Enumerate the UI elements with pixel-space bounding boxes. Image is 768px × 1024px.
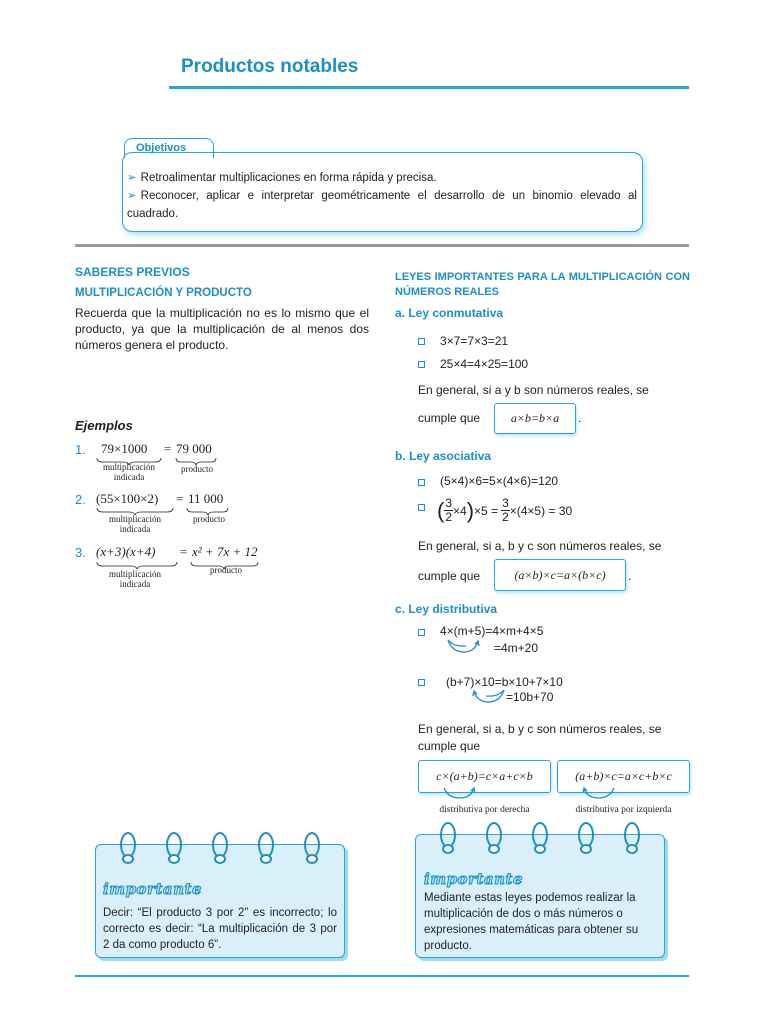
- law-b-cumple: cumple que: [418, 569, 481, 583]
- example-equals: =: [176, 491, 184, 506]
- saberes-previos-heading: SABERES PREVIOS: [75, 265, 190, 279]
- arrow-bullet-icon: ➢: [127, 190, 137, 202]
- title-underline: [169, 86, 689, 89]
- law-b-example: (5×4)×6=5×(4×6)=120: [440, 474, 559, 488]
- distribution-arrow-icon: [440, 786, 480, 802]
- law-a-general: En general, si a y b son números reales, se: [418, 383, 649, 397]
- objective-item: ➢ Reconocer, aplicar e interpretar geométricamente el desarrollo de un binomio elevado al cuadrado.: [127, 190, 637, 220]
- spiral-hole-icon: [626, 844, 638, 854]
- example-number: 3.: [75, 545, 86, 560]
- law-c-formula-left-box: c×(a+b)=c×a+c×b: [418, 760, 551, 793]
- example-lhs: 79×1000: [101, 441, 148, 456]
- spiral-hole-icon: [306, 854, 318, 864]
- square-bullet-icon: [418, 338, 425, 345]
- square-bullet-icon: [418, 629, 425, 636]
- label-distributiva-derecha: distributiva por derecha: [439, 805, 530, 815]
- law-a-example: 3×7=7×3=21: [440, 334, 509, 348]
- brace-label-product: producto: [210, 565, 242, 575]
- period: .: [628, 569, 632, 583]
- footer-rule: [75, 975, 689, 977]
- law-b-formula-box: (a×b)×c=a×(b×c): [494, 559, 626, 591]
- law-a-heading: a. Ley conmutativa: [395, 306, 504, 320]
- distribution-arrow-icon: [470, 688, 510, 706]
- objectives-tab: Objetivos: [124, 138, 214, 158]
- law-c-example: (b+7)×10=b×10+7×10: [446, 675, 563, 689]
- fraction: $\frac{3}{2}$: [445, 496, 453, 524]
- example-lhs: (55×100×2): [96, 491, 159, 506]
- law-c-example-result: =10b+70: [506, 690, 554, 704]
- spiral-hole-icon: [260, 854, 272, 864]
- spiral-hole-icon: [488, 844, 500, 854]
- label-distributiva-izquierda: distributiva por izquierda: [575, 805, 672, 815]
- example-rhs: x² + 7x + 12: [192, 544, 258, 559]
- law-c-example: 4×(m+5)=4×m+4×5: [440, 624, 544, 638]
- distribution-arrow-icon: [444, 638, 484, 656]
- square-bullet-icon: [418, 479, 425, 486]
- spiral-hole-icon: [534, 844, 546, 854]
- examples-heading: Ejemplos: [75, 418, 133, 433]
- example-number: 2.: [75, 492, 86, 507]
- brace-label-multiplication: multiplicación indicada: [109, 514, 161, 534]
- law-c-cumple: cumple que: [418, 739, 481, 753]
- law-a-cumple: cumple que: [418, 411, 481, 425]
- law-c-example-result: =4m+20: [494, 641, 539, 655]
- brace-label-product: producto: [181, 464, 213, 474]
- spiral-hole-icon: [214, 854, 226, 864]
- law-b-example-fraction: ( $\frac{3}{2}$ ×4 ) ×5 = $\frac{3}{2}$ ×(4×5) = 30: [437, 496, 573, 524]
- spiral-hole-icon: [168, 854, 180, 864]
- law-b-general: En general, si a, b y c son números reales, se: [418, 539, 662, 553]
- arrow-bullet-icon: ➢: [127, 172, 137, 184]
- important-title: importante: [103, 880, 202, 898]
- page-title: Productos notables: [181, 56, 359, 77]
- brace-label-multiplication: multiplicación indicada: [109, 569, 161, 589]
- example-rhs: 79 000: [176, 441, 212, 456]
- spiral-hole-icon: [580, 844, 592, 854]
- law-a-formula-box: a×b=b×a: [494, 403, 576, 434]
- objective-item: ➢ Retroalimentar multiplicaciones en forma rápida y precisa.: [127, 172, 437, 184]
- square-bullet-icon: [418, 679, 425, 686]
- important-title: importante: [424, 870, 523, 888]
- example-equals: =: [164, 441, 172, 456]
- example-rhs: 11 000: [188, 491, 224, 506]
- law-c-general: En general, si a, b y c son números reales, se: [418, 722, 662, 736]
- period: .: [578, 411, 582, 425]
- example-lhs: (x+3)(x+4): [96, 544, 156, 559]
- laws-heading: LEYES IMPORTANTES PARA LA MULTIPLICACIÓN CON NÚMEROS REALES: [395, 271, 690, 298]
- law-b-heading: b. Ley asociativa: [395, 449, 492, 463]
- spiral-hole-icon: [122, 854, 134, 864]
- square-bullet-icon: [418, 361, 425, 368]
- spiral-hole-icon: [442, 844, 454, 854]
- important-note-text: Mediante estas leyes podemos realizar la multiplicación de dos o más números o expresiones matemáticas para obtener su producto.: [424, 892, 639, 952]
- intro-paragraph: Recuerda que la multiplicación no es lo mismo que el producto, ya que la multiplicación de al menos dos números genera el producto.: [75, 306, 369, 352]
- brace-label-product: producto: [193, 514, 225, 524]
- fraction: $\frac{3}{2}$: [502, 496, 509, 524]
- brace-label-multiplication: multiplicación indicada: [103, 462, 155, 482]
- section-divider: [75, 244, 689, 247]
- law-c-formula-right-box: (a+b)×c=a×c+b×c: [557, 760, 690, 793]
- law-c-heading: c. Ley distributiva: [395, 602, 498, 616]
- law-a-example: 25×4=4×25=100: [440, 357, 529, 371]
- example-equals: =: [180, 544, 188, 559]
- example-number: 1.: [75, 442, 86, 457]
- square-bullet-icon: [418, 504, 425, 511]
- important-note-text: Decir: “El producto 3 por 2” es incorrecto; lo correcto es decir: “La multiplicación de 3 por 2 da como producto 6”.: [103, 907, 337, 951]
- distribution-arrow-icon: [580, 786, 620, 802]
- multiplicacion-producto-heading: MULTIPLICACIÓN Y PRODUCTO: [75, 287, 252, 299]
